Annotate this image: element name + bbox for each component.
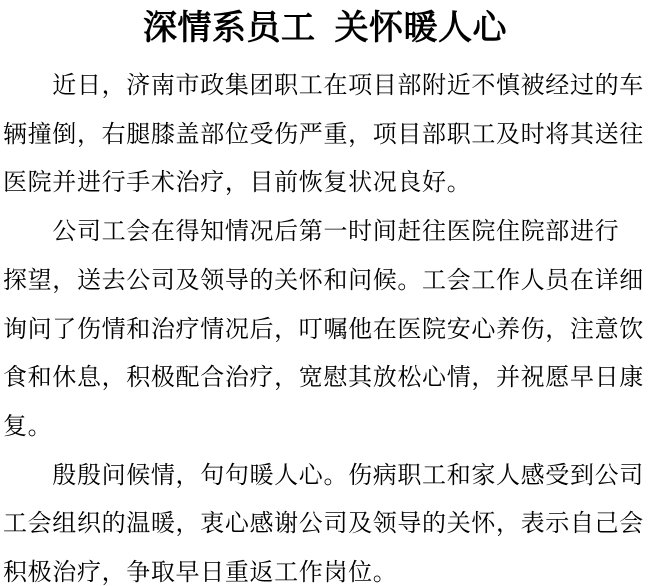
document-body	[3, 62, 647, 586]
text-line: 询问了伤情和治疗情况后，叮嘱他在医院安心养伤，注意饮	[3, 316, 644, 343]
text-line: 工会组织的温暖，衷心感谢公司及领导的关怀，表示自己会	[3, 511, 644, 538]
text-line: 公司工会在得知情况后第一时间赶往医院住院部进行	[3, 219, 620, 246]
text-line: 食和休息，积极配合治疗，宽慰其放松心情，并祝愿早日康	[3, 365, 644, 392]
text-line: 医院并进行手术治疗，目前恢复状况良好。	[3, 170, 472, 197]
text-line: 近日，济南市政集团职工在项目部附近不慎被经过的车	[3, 73, 644, 99]
text-line: 辆撞倒，右腿膝盖部位受伤严重，项目部职工及时将其送往	[3, 121, 644, 148]
document-title: 深情系员工 关怀暖人心	[143, 10, 507, 47]
text-line: 积极治疗，争取早日重返工作岗位。	[3, 560, 398, 586]
text-line: 复。	[3, 413, 53, 440]
text-line: 探望，送去公司及领导的关怀和问候。工会工作人员在详细	[3, 267, 644, 294]
text-line: 殷殷问候情，句句暖人心。伤病职工和家人感受到公司	[3, 462, 644, 489]
